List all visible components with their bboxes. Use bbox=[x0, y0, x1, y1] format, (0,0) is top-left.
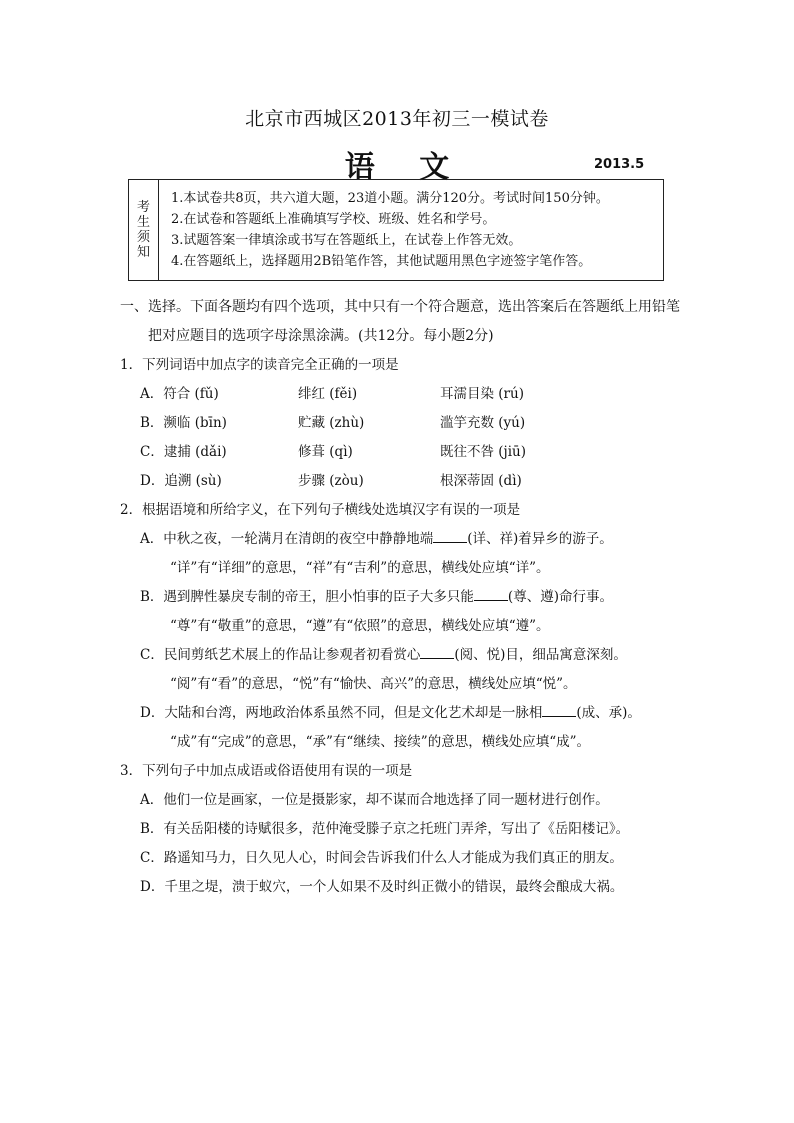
q2-note: “成”有“完成”的意思，“承”有“继续、接续”的意思，横线处应填“成”。 bbox=[170, 734, 591, 750]
fill-blank bbox=[474, 586, 508, 601]
notice-label-char: 须 bbox=[136, 230, 150, 245]
q1-option: 步骤 (zòu) bbox=[298, 473, 364, 489]
exam-date: 2013.5 bbox=[594, 157, 645, 172]
q1-option-row bbox=[120, 438, 680, 467]
exam-title: 北京市西城区2013年初三一模试卷 bbox=[245, 108, 549, 130]
q1-option: 绯红 (fěi) bbox=[298, 386, 358, 402]
notice-item: 4.在答题纸上，选择题用2B铅笔作答，其他试题用黑色字迹签字笔作答。 bbox=[171, 254, 592, 269]
q2-note: “详”有“详细”的意思，“祥”有“吉利”的意思，横线处应填“详”。 bbox=[170, 560, 550, 576]
section-heading-cont: 把对应题目的选项字母涂黑涂满。(共12分。每小题2分) bbox=[148, 328, 494, 344]
q2-option-text: (阅、悦)目，细品寓意深刻。 bbox=[454, 647, 627, 663]
q1-option-row bbox=[120, 467, 680, 496]
q1-option: C．逮捕 (dǎi) bbox=[140, 444, 227, 460]
q2-option-text: C．民间剪纸艺术展上的作品让参观者初看赏心 bbox=[140, 647, 421, 663]
notice-label-char: 考 bbox=[136, 200, 150, 215]
notice-item: 1.本试卷共8页，共六道大题，23道小题。满分120分。考试时间150分钟。 bbox=[171, 191, 609, 206]
q2-option-text: (详、祥)着异乡的游子。 bbox=[467, 531, 613, 547]
q2-note: “阅”有“看”的意思，“悦”有“愉快、高兴”的意思，横线处应填“悦”。 bbox=[170, 676, 577, 692]
notice-label-char: 知 bbox=[136, 245, 150, 260]
q2-option bbox=[120, 641, 680, 670]
q1-option: B．濒临 (bīn) bbox=[140, 415, 227, 431]
q1-option: 耳濡目染 (rú) bbox=[440, 386, 524, 402]
notice-item: 3.试题答案一律填涂或书写在答题纸上，在试卷上作答无效。 bbox=[171, 233, 522, 248]
fill-blank bbox=[542, 702, 576, 717]
q1-option-row bbox=[120, 409, 680, 438]
fill-blank bbox=[433, 528, 467, 543]
q2-option-text: A．中秋之夜，一轮满月在清朗的夜空中静静地端 bbox=[140, 531, 434, 547]
q2-option-text: (尊、遵)命行事。 bbox=[507, 589, 613, 605]
q2-option-text: (成、承)。 bbox=[576, 705, 641, 721]
exam-content bbox=[120, 293, 680, 902]
q2-option bbox=[120, 699, 680, 728]
q3-option: C．路遥知马力，日久见人心，时间会告诉我们什么人才能成为我们真正的朋友。 bbox=[140, 850, 623, 866]
question-1-stem: 1．下列词语中加点字的读音完全正确的一项是 bbox=[120, 357, 399, 373]
question-3-stem: 3．下列句子中加点成语或俗语使用有误的一项是 bbox=[120, 763, 413, 779]
q1-option: 既往不咎 (jiū) bbox=[440, 444, 527, 460]
notice-label bbox=[129, 180, 159, 280]
notice-label-char: 生 bbox=[136, 215, 150, 230]
q3-option: B．有关岳阳楼的诗赋很多，范仲淹受滕子京之托班门弄斧，写出了《岳阳楼记》。 bbox=[140, 821, 630, 837]
notice-item: 2.在试卷和答题纸上准确填写学校、班级、姓名和学号。 bbox=[171, 212, 496, 227]
q2-option bbox=[120, 525, 680, 554]
q1-option: 根深蒂固 (dì) bbox=[440, 473, 522, 489]
q1-option: A．符合 (fǔ) bbox=[140, 386, 219, 402]
q1-option: D．追溯 (sù) bbox=[140, 473, 222, 489]
subject-title: 语 文 bbox=[344, 150, 450, 185]
fill-blank bbox=[420, 644, 454, 659]
q1-option: 修葺 (qì) bbox=[298, 444, 353, 460]
q2-option-text: D．大陆和台湾，两地政治体系虽然不同，但是文化艺术却是一脉相 bbox=[140, 705, 543, 721]
q1-option: 滥竽充数 (yú) bbox=[440, 415, 526, 431]
q3-option: D．千里之堤，溃于蚁穴，一个人如果不及时纠正微小的错误，最终会酿成大祸。 bbox=[140, 879, 624, 895]
q1-option-row bbox=[120, 380, 680, 409]
question-2-stem: 2．根据语境和所给字义，在下列句子横线处选填汉字有误的一项是 bbox=[120, 502, 521, 518]
q2-note: “尊”有“敬重”的意思，“遵”有“依照”的意思，横线处应填“遵”。 bbox=[170, 618, 550, 634]
q2-option-text: B．遇到脾性暴戾专制的帝王，胆小怕事的臣子大多只能 bbox=[140, 589, 474, 605]
section-heading: 一、选择。下面各题均有四个选项，其中只有一个符合题意，选出答案后在答题纸上用铅笔 bbox=[120, 299, 680, 315]
q2-option bbox=[120, 583, 680, 612]
q3-option: A．他们一位是画家，一位是摄影家，却不谋而合地选择了同一题材进行创作。 bbox=[140, 792, 609, 808]
candidate-notice-box bbox=[128, 179, 664, 281]
q1-option: 贮藏 (zhù) bbox=[298, 415, 365, 431]
notice-items bbox=[171, 188, 657, 272]
